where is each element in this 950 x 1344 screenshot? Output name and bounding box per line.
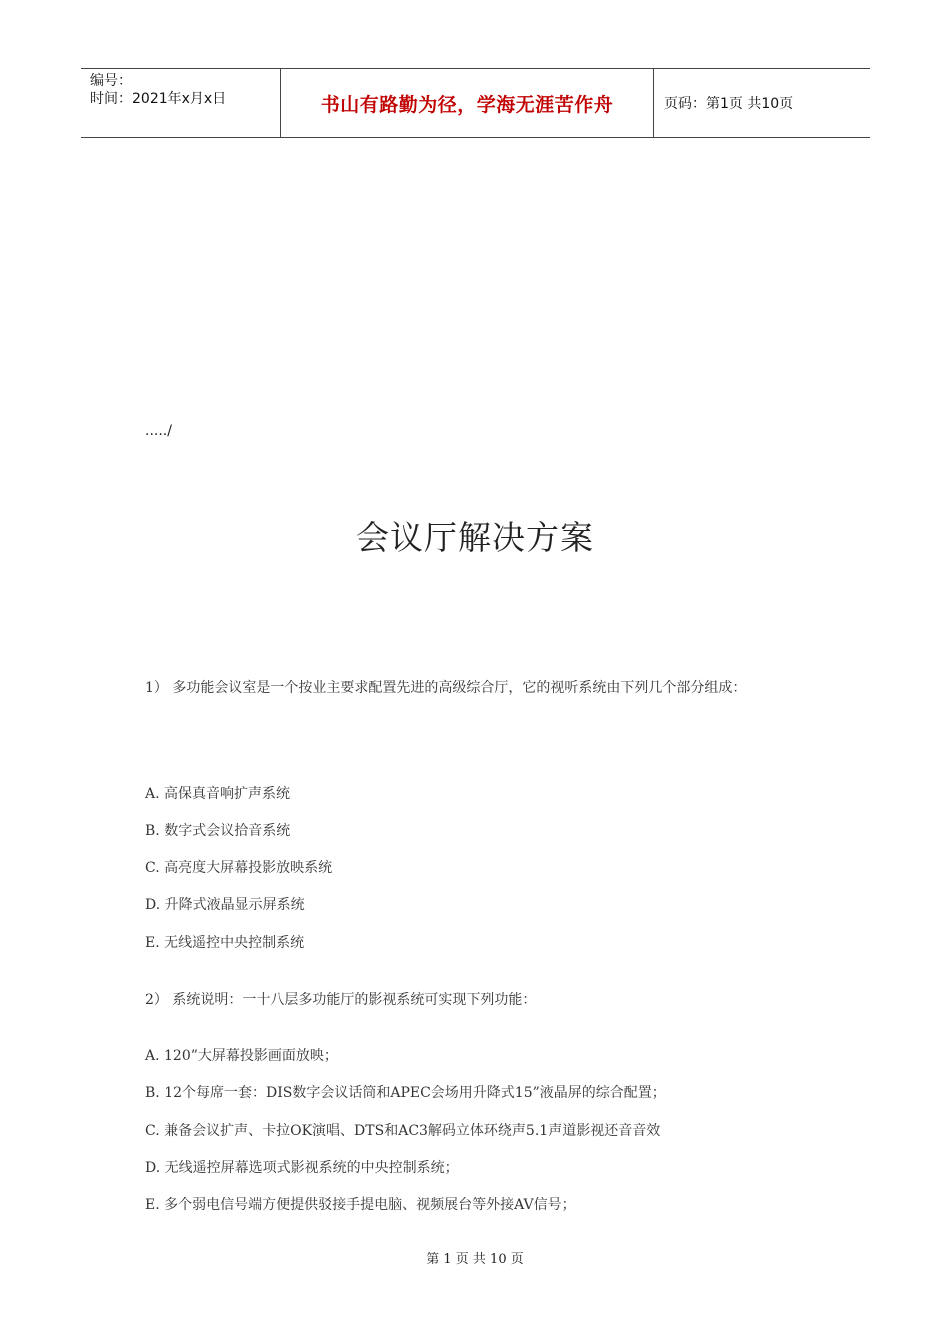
section2-item: B. 12个每席一套：DIS数字会议话筒和APEC会场用升降式15”液晶屏的综合配置； — [145, 1085, 666, 1101]
time-label: 时间：2021年x月x日 — [90, 91, 227, 107]
section1-intro: 1） 多功能会议室是一个按业主要求配置先进的高级综合厅，它的视听系统由下列几个部分组成： — [145, 680, 747, 696]
document-title: 会议厅解决方案 — [356, 518, 594, 557]
number-label: 编号： — [90, 73, 132, 89]
section2-intro: 2） 系统说明：一十八层多功能厅的影视系统可实现下列功能： — [145, 992, 537, 1008]
section1-item: B. 数字式会议拾音系统 — [145, 823, 291, 839]
section1-item: E. 无线遥控中央控制系统 — [145, 935, 305, 951]
section2-item: D. 无线遥控屏幕选项式影视系统的中央控制系统； — [145, 1160, 459, 1176]
dots-text: ...../ — [145, 423, 172, 439]
section1-item: A. 高保真音响扩声系统 — [145, 786, 291, 802]
motto-text: 书山有路勤为径，学海无涯苦作舟 — [320, 93, 614, 116]
page-footer: 第 1 页 共 10 页 — [426, 1252, 524, 1267]
section2-item: E. 多个弱电信号端方便提供驳接手提电脑、视频展台等外接AV信号； — [145, 1197, 576, 1213]
section1-item: C. 高亮度大屏幕投影放映系统 — [145, 860, 333, 876]
section1-item: D. 升降式液晶显示屏系统 — [145, 897, 305, 913]
header-info-cell — [81, 69, 281, 137]
header-motto-cell — [281, 69, 654, 137]
section2-item: C. 兼备会议扩声、卡拉OK演唱、DTS和AC3解码立体环绕声5.1声道影视还音音效 — [145, 1123, 661, 1139]
header-page-cell — [654, 69, 870, 137]
page-info: 页码：第1页 共10页 — [664, 96, 794, 112]
page-header — [81, 68, 870, 138]
section2-item: A. 120”大屏幕投影画面放映； — [145, 1048, 338, 1064]
